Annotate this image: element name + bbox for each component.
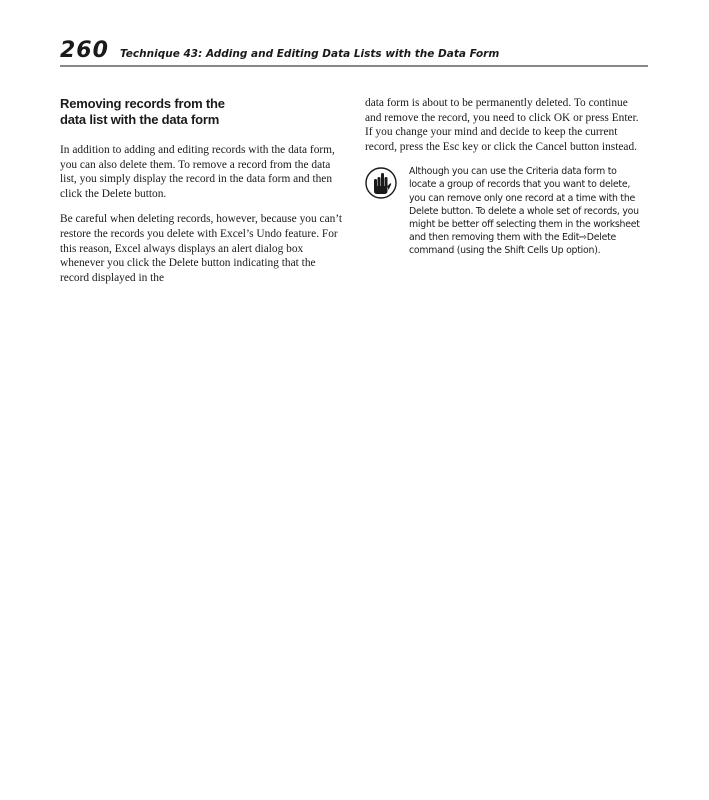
section-heading: Removing records from the data list with the data form [60, 96, 225, 127]
running-head: Technique 43: Adding and Editing Data Lists with the Data Form [120, 48, 500, 60]
tip-box [365, 165, 640, 257]
right-column [365, 96, 640, 257]
page-header [60, 38, 650, 68]
tip-text: Although you can use the Criteria data form to locate a group of records that you want to delete, you can remove only one record at a time with the Delete button. To delete a whole set of records, you might be better off selecting them in the worksheet and then removing them with the Edit⇨Delete command (using the Shift Cells Up option). [409, 166, 640, 256]
header-rule [60, 65, 648, 67]
body-paragraph: In addition to adding and editing records with the data form, you can also delete them. To remove a record from the data list, you simply display the record in the data form and then click the Delete button. [60, 144, 335, 200]
body-paragraph: data form is about to be permanently deleted. To continue and remove the record, you need to click OK or press Enter. If you change your mind and decide to keep the current record, press the Esc key or click the Cancel button instead. [365, 97, 639, 153]
left-column [60, 96, 345, 296]
page-number: 260 [60, 38, 109, 63]
body-paragraph: Be careful when deleting records, however, because you can’t restore the records you delete with Excel’s Undo feature. For this reason, Excel always displays an alert dialog box whenever you click the Delete button indicating that the record displayed in the [60, 213, 343, 284]
hand-icon [365, 167, 397, 199]
